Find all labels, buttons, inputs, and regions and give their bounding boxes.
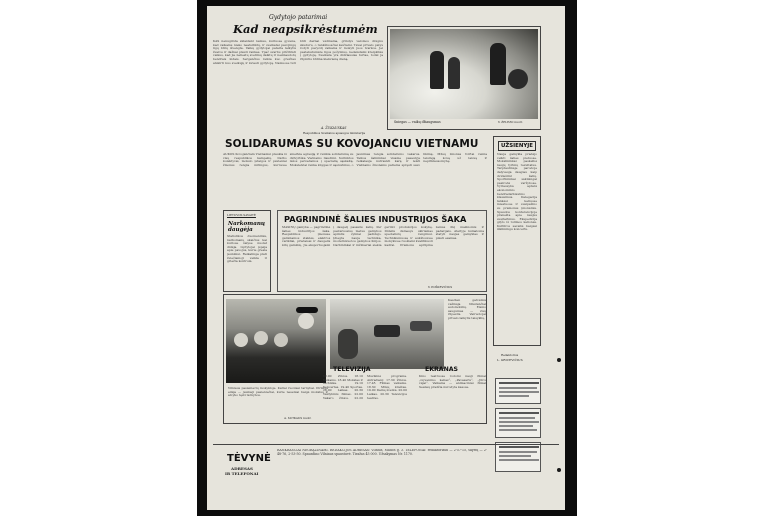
foreign-news-sidebar bbox=[493, 136, 541, 346]
industry-section bbox=[277, 210, 487, 292]
ekranas-title: EKRANAS bbox=[425, 366, 458, 373]
tv-title: TELEVIZIJA bbox=[333, 366, 371, 373]
street-photo bbox=[330, 299, 444, 369]
left-kicker: LIETUVOS SAVAITĖ bbox=[227, 213, 256, 217]
top-article bbox=[213, 14, 383, 142]
footer-sub2: IR TELEFONAI bbox=[225, 471, 259, 476]
article-headline: Kad neapsikrėstumėm bbox=[233, 22, 378, 36]
article-kicker: Gydytojo patarimai bbox=[269, 14, 328, 21]
editor-label: Redaktorius bbox=[501, 353, 519, 357]
editor-box bbox=[493, 352, 541, 368]
ad-box-2 bbox=[495, 408, 541, 438]
snow-photo bbox=[390, 29, 538, 119]
sidebar-body: Nauja gamykla pradėjo veikti šalies pietuose. Mokslininkai paskelbė naujų tyrimų rezultatus. Tarptautinėje parodoje dalyvauja daugiau kaip dvidešimt šalių. Sportininkai sėkmingai pasirodė varžybose. Vyriausybė aptarė ekonominio bendradarbiavimo klausimus. Delegacija lankėsi keliuose miestuose ir susipažino su pramonės įmonėmis. Spaudos konferencijoje pranešta apie naujus susitarimus. Ekspedicija grįžo iš tolimos kelionės. Kultūros savaitė baigėsi iškilmingu koncertu. bbox=[497, 153, 537, 232]
top-photo-box bbox=[387, 26, 541, 130]
photo-caption-bottom: Vilniaus pasieniečių mokykloje. Kariai ruošiasi tarnybai. Pirmoje eilėje — jaunieji pasieniečiai, kurie neseniai baigė mokslus ir atvyko tęsti tarnybos. bbox=[228, 387, 328, 398]
ad-box-1 bbox=[495, 378, 541, 404]
industry-body: MAŠINŲ gamyba — pagrindinė šalies industrijos šaka. Respublikos įmonėse gaminamos staklės, elektros varikliai, prietaisai ir daugelis kitų gaminių. Jie eksportuojami į daugelį pasaulio šalių. Per pastaruosius metus gamybos apimtis žymiai padidėjo. Įdiegta nauja technika, modernizuotos gamybos linijos. Darbininkai ir inžinieriai siekia gerinti produkcijos kokybę. Didelis dėmesys skiriamas specialistų rengimui. Technikumuose ir aukštosiose mokyklose ruošiami kvalifikuoti kadrai. Pramonė aprūpina žemės ūkį mašinomis ir padargais. Ateityje numatoma statyti naujas gamyklas ir plėsti esamas. bbox=[282, 226, 484, 247]
left-body: Statistikos duomenimis, narkomanų skaičius kai kuriose šalyse nuolat didėja. Gydytojai įspėja apie pavojus, kurie gresia jaunimui. Reikalinga plati šviečiamoji veikla ir griežta kontrolė. bbox=[227, 235, 267, 264]
photo-credit-bottom: A. SUTKAUS nuotr. bbox=[284, 416, 312, 420]
vietnam-body: AUKOS Kovojančiam Vietnamui plaukia iš visų respublikos kampelių. Darbo kolektyvai, mokslo įstaigos ir pavieniai žmonės rengia mitingus, kuriuose smerkia agresiją ir reiškia solidarumą su didvyriška Vietnamo liaudimi. Surinktos lėšos pervedamos į specialią sąskaitą. Moksleiviai renka knygas ir sąsiuvinius, o jaunimas rengia solidarumo vakarus. Taikos šalininkai visame pasaulyje reikalauja nutraukti karą ir leisti Vietnamo žmonėms patiems spręsti savo likimą. Mūsų žmonės tvirtai remia teisingą kovą už laisvę ir nepriklausomybę. bbox=[223, 153, 487, 167]
industry-signature: V. POŠKEVIČIUS bbox=[428, 285, 453, 289]
editor-name: L. GRICEVIČIUS bbox=[497, 358, 523, 362]
sidebar-title: UŽSIENYJE bbox=[498, 141, 536, 151]
ekranas-text: Kino teatruose rodomi nauji filmai: „Gyvenimo kelias“, „Pavasaris“, „Jūros vėjai“. Vaikams — animaciniai filmai. Seansų pradžia nurodyta kasose. bbox=[419, 375, 487, 389]
vietnam-section bbox=[223, 138, 487, 208]
soldiers-photo bbox=[226, 299, 326, 383]
industry-headline: PAGRINDINĖ ŠALIES INDUSTRIJOS ŠAKA bbox=[284, 214, 467, 224]
binder-hole-1 bbox=[557, 358, 561, 362]
footer bbox=[213, 444, 559, 492]
footer-sub1: ADRESAS bbox=[231, 466, 253, 471]
article-body: KAS nenugirsta sklaidant namus, kuriuose gyvena, kad vaikams nieko neatsitiktų, ir sveikatai pavojingų ligų būtų išvengta. Vaikų gydytojai pataria laikytis švaros ir dažnai plauti rankas. Ypač svarbu prižiūrėti vaikus, kad jie neliestų svetimų daiktų ir nesinaudotų bendrais indais. Sergančius reikia kuo greičiau atskirti nuo sveikųjų ir kviesti gydytoją. Namuose turi būti dažnai vėdinama, grindys valomos drėgnu skuduru, o rankšluosčiai keičiami. Tėvai privalo patys rodyti pavyzdį vaikams ir mokyti juos tvarkos. Jei pastebėtumėte ligos požymius, nedelsdami kreipkitės į gydytoją. Sveikata yra didžiausias turtas, todėl ja rūpintis būtina kiekvieną dieną. bbox=[213, 40, 383, 65]
footer-address: RANKRAŠČIAI NEGRĄŽINAMI. REDAKCIJOS ADRESAS: Vilnius, Mildos g. 3. TELEFONAI: redaktoriaus — 2-57-15, skyrių — 2-48-76, 2-53-50. Spausdino Vilniaus spaustuvė. Tiražas 45 000. Užsakymas Nr. 1170. bbox=[277, 449, 487, 456]
left-title: Narkomanų daugėja bbox=[228, 221, 265, 233]
tv-program: 18.00 Žinios. 18.10 Vaikams. 18.40 Mokslas ir technika. 19.10 Koncertas. 19.40 Sportas. 20.00 Laikas. 20.30 Vaidybinis filmas. 22.00 Vakaro žinios. 22.20 Muzikinė programa. Antradienį: 17.30 Žinios. 17.45 Filmas vaikams. 18.30 Mūsų kraštas. 19.00 Dainų šventė. 20.00 Laikas. 20.30 Televizijos teatras. bbox=[323, 375, 407, 400]
street-side-text: Kasdien gatvėmis važinėja tūkstančiai automobilių. Eismo saugumas — visų rūpestis. Vairuotojai privalo laikytis taisyklių. bbox=[448, 299, 486, 320]
vietnam-headline: SOLIDARUMAS SU KOVOJANČIU VIETNAMU bbox=[225, 138, 479, 150]
article-signature: A. ŽUKAUSKAS bbox=[321, 126, 347, 130]
binder-hole-2 bbox=[557, 468, 561, 472]
footer-brand: TĖVYNĖ bbox=[227, 453, 271, 464]
left-small-box bbox=[223, 210, 271, 292]
article-role: Respublikos Sveikatos apsaugos ministerija bbox=[303, 131, 365, 135]
newspaper-page bbox=[207, 6, 565, 510]
photo-caption: Sniegas — vaikų džiaugsmas bbox=[394, 120, 441, 124]
photo-credit: V. ŽELEZO nuotr. bbox=[498, 120, 523, 124]
